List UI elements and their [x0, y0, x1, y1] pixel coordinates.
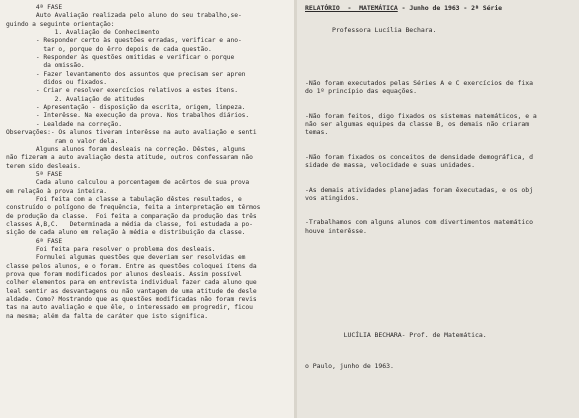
text-line: -Não foram executados pelas Séries A e C exercícios de fixa: [305, 78, 533, 87]
text-line: na mesma; além da falta de caráter que isto significa.: [6, 312, 209, 320]
text-line: classe pelos alunos, e o foram. Entre as questões coloquei ítens da: [6, 262, 257, 270]
text-line: leal sentir as desvantagens ou não vantagem de uma atitude de desle: [6, 287, 257, 295]
text-line: ram o valor dela.: [6, 137, 119, 145]
report-paragraph: [305, 218, 577, 235]
report-title-rest: - Junho de 1963 - 2ª Série: [397, 4, 503, 12]
signature: LUCÍLIA BECHARA- Prof. de Matemática.: [305, 331, 487, 340]
text-line: de produção da classe. Foi feita a comparação da produção das três: [6, 212, 257, 220]
text-line: 5ª FASE: [6, 170, 63, 178]
paragraph-gap: [305, 202, 577, 218]
text-line: 4ª FASE: [6, 4, 63, 11]
report-paragraph: [305, 79, 577, 96]
place-date: o Paulo, junho de 1963.: [305, 361, 394, 370]
text-line: didos ou fixados.: [6, 79, 108, 87]
text-line: Alguns alunos foram desleais na correção. Dêstes, alguns: [6, 145, 246, 153]
text-line: -As demais atividades planejadas foram êxecutadas, e os obj: [305, 185, 533, 194]
report-paragraph: [305, 186, 577, 203]
text-line: -Não foram fixados os conceitos de densidade demográfica, d: [305, 152, 533, 161]
text-line: 6ª FASE: [6, 237, 63, 245]
text-line: - Responder às questões omitidas e verificar o porque: [6, 54, 235, 62]
text-line: tas na auto avaliação e que êle, o interessado em progredir, ficou: [6, 304, 253, 312]
text-line: 1. Avaliação de Conhecimento: [6, 29, 160, 37]
report-paragraph: [305, 112, 577, 137]
report-paragraphs: [305, 79, 577, 235]
text-line: em relação à prova inteira.: [6, 187, 108, 195]
text-line: sidade de massa, velocidade e suas unidades.: [305, 161, 475, 170]
text-line: guindo a seguinte orientação:: [6, 20, 115, 28]
text-line: Foi feita com a classe a tabulação dêstes resultados, e: [6, 195, 242, 203]
text-line: Formulei algumas questões que deveriam ser resolvidas em: [6, 254, 246, 262]
right-page: [297, 0, 579, 418]
text-line: -Trabalhamos com alguns alunos com divertimentos matemático: [305, 218, 533, 227]
text-line: não ser algumas equipes da classe B, os demais não criaram: [305, 120, 530, 129]
text-line: houve interêsse.: [305, 226, 367, 235]
text-line: construído o polígono de frequência, feita a interpretação em têrmos: [6, 204, 261, 212]
text-line: Foi feita para resolver o problema dos desleais.: [6, 245, 216, 253]
text-line: tar o, porque do êrro depois de cada questão.: [6, 45, 212, 53]
text-line: - Apresentação - disposição da escrita, origem, limpeza.: [6, 104, 246, 112]
paragraph-gap: [305, 96, 577, 112]
text-line: Auto Avaliação realizada pelo aluno do seu trabalho,se-: [6, 12, 242, 20]
text-line: 2. Avaliação de atitudes: [6, 95, 145, 103]
text-line: vos atingidos.: [305, 194, 360, 203]
text-line: do 1º princípio das equações.: [305, 87, 418, 96]
paragraph-gap: [305, 137, 577, 153]
text-line: - Criar e resolver exercícios relativos a estes ítens.: [6, 87, 238, 95]
text-line: - Fazer levantamento dos assuntos que precisam ser apren: [6, 70, 246, 78]
text-line: prova que foram modificados por alunos desleais. Assim possível: [6, 271, 242, 278]
text-line: Observações:- Os alunos tiveram interêsse na auto avaliação e senti: [6, 129, 257, 137]
report-paragraph: [305, 153, 577, 170]
text-line: classes A,B,C. Determinada a média da classe, foi estudada a po-: [6, 220, 253, 228]
report-title-underlined: RELATÓRIO - MATEMÁTICA: [305, 4, 398, 12]
text-line: terem sido desleais.: [6, 162, 81, 170]
teacher-name: Professora Lucília Bechara.: [305, 26, 437, 35]
text-line: não fizeram a auto avaliação desta atitude, outros confessaram não: [6, 154, 253, 162]
text-line: - Responder certo às questões erradas, verificar e ano-: [6, 37, 242, 45]
report-title: [305, 4, 577, 12]
text-line: aldade. Como? Mostrando que as questões modificadas não foram revis: [6, 296, 257, 304]
text-line: Cada aluno calculou a porcentagem de acêrtos de sua prova: [6, 179, 250, 187]
text-line: colher elementos para em entrevista individual fazer cada aluno que: [6, 279, 257, 287]
text-line: temas.: [305, 128, 329, 137]
text-line: sição de cada aluno em relação à média e distribuição da classe.: [6, 229, 246, 237]
paragraph-gap: [305, 170, 577, 186]
text-line: -Não foram feitos, digo fixados os sistemas matemáticos, e a: [305, 111, 537, 120]
left-page-text: [6, 4, 293, 321]
text-line: - Lealdade na correção.: [6, 120, 122, 128]
text-line: - Interêsse. Na execução da prova. Nos trabalhos diários.: [6, 112, 250, 120]
text-line: da omissão.: [6, 62, 85, 70]
